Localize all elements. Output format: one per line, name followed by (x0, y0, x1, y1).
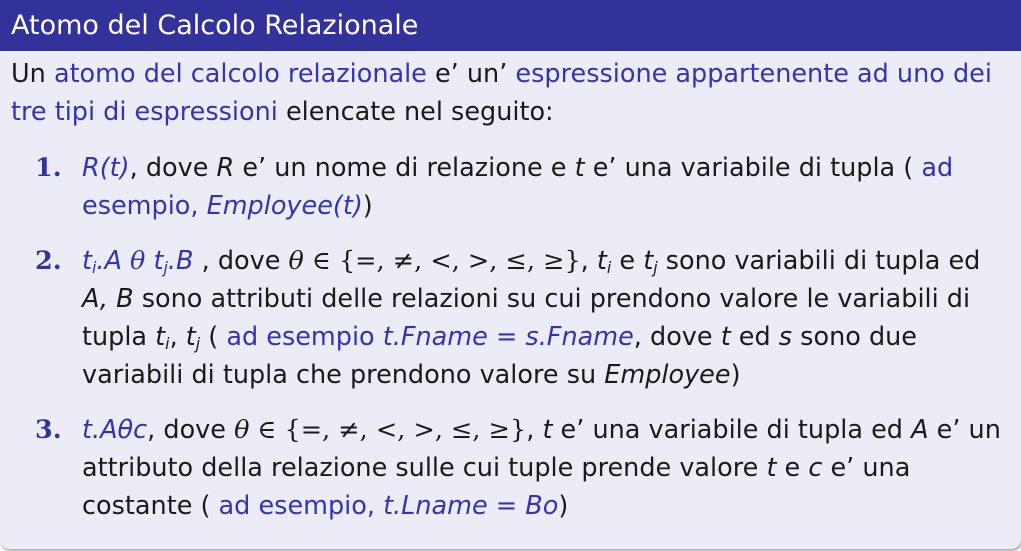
item-number: 2. (35, 246, 62, 276)
intro-paragraph: Un atomo del calcolo relazionale e’ un’ espressione appartenente ad uno dei tre tipi di espressioni elencate nel seguito: (11, 59, 992, 127)
term-atomo: atomo del calcolo relazionale (53, 59, 427, 89)
block-title: Atomo del Calcolo Relazionale (0, 0, 1021, 51)
example-expr: t.Lname = Bo (383, 491, 559, 521)
example-expr: t.Fname = s.Fname (382, 322, 634, 352)
operator-set: ∈ {=, ≠, <, >, ≤, ≥} (303, 246, 581, 276)
example-label: ad esempio, (218, 491, 384, 521)
example-label: ad esempio, (82, 153, 954, 221)
operator-set: ∈ {=, ≠, <, >, ≤, ≥} (249, 415, 527, 445)
item-number: 1. (35, 153, 62, 183)
example-label: ad esempio (226, 322, 383, 352)
list-item-2: 2. $t_i.A$ θ $t_j.B$ , dove θ ∈ {=, ≠, <, >, ≤, ≥}, $t_i$ e $t_j$ sono variabili di tupla ed A, B sono attributi delle relazioni su cui prendono valore le variabili di tupla $t_i$, $t_j$ ( ad esempio t.Fname = s.Fname, dove t ed s sono due variabili di tupla che prendono valore su Employee) (11, 242, 1011, 394)
term-espressione: espressione appartenente ad uno dei tre tipi di espressioni (11, 59, 992, 127)
expr-constant-comparison: t.Aθc (82, 415, 148, 445)
list-item-1: 1. R(t), dove R e’ un nome di relazione e t e’ una variabile di tupla ( ad esempio, Employee(t)) (11, 149, 1011, 225)
item-number: 3. (35, 415, 62, 445)
list-item-3: 3. t.Aθc, dove θ ∈ {=, ≠, <, >, ≤, ≥}, t e’ una variabile di tupla ed A e’ un attributo della relazione sulle cui tuple prende valore t e c e’ una costante ( ad esempio, t.Lname = Bo) (11, 411, 1011, 525)
block-body (0, 51, 1021, 525)
expr-comparison: $t_i.A$ θ $t_j.B$ (82, 246, 194, 277)
expr-r-t: R(t) (82, 153, 130, 183)
example-expr: Employee(t) (206, 191, 363, 221)
